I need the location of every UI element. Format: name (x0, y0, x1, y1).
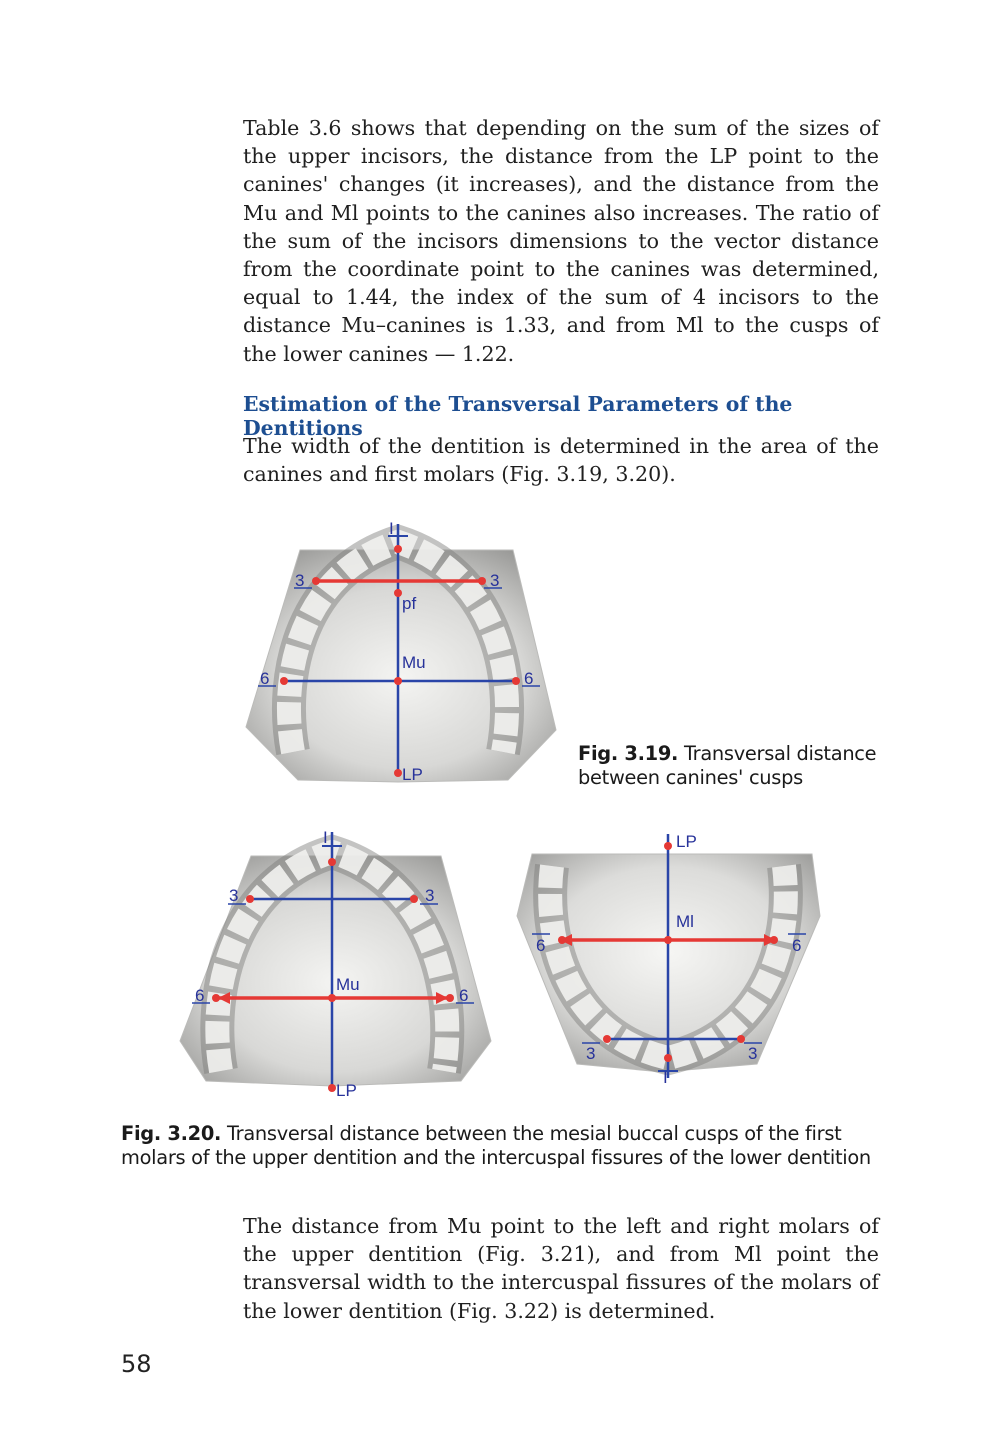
label-molar-right: 6 (524, 669, 534, 688)
label-molar-left: 6 (260, 669, 270, 688)
molar-right-point (512, 677, 520, 685)
label-canine-left: 3 (229, 886, 239, 905)
label-lp: LP (336, 1081, 357, 1100)
figure-3-19-upper-dentition (238, 512, 568, 792)
molar-left-point (280, 677, 288, 685)
molar-right-point (446, 994, 454, 1002)
label-molar-left: 6 (536, 936, 546, 955)
label-canine-right: 3 (425, 886, 435, 905)
label-mu: Mu (336, 975, 360, 994)
section-heading: Estimation of the Transversal Parameters of the Dentitions (243, 392, 793, 440)
label-mu: Mu (402, 653, 426, 672)
label-lp: LP (402, 765, 423, 784)
label-canine-right: 3 (748, 1044, 758, 1063)
incisor-point (394, 545, 402, 553)
label-lp: LP (676, 832, 697, 851)
label-canine-left: 3 (295, 571, 305, 590)
intro-paragraph: Table 3.6 shows that depending on the sum of the sizes of the upper incisors, the distance from the LP point to the canines' changes (it increases), and the distance from the Mu and Ml points to the canines also increases. The ratio of the sum of the incisors dimensions to the vector distance from the coordinate point to the canines was determined, equal to 1.44, the index of the sum of 4 incisors to the distance Mu–canines is 1.33, and from Ml to the cusps of the lower canines — 1.22. (243, 116, 879, 366)
width-paragraph: The width of the dentition is determined in the area of the canines and first molars (Fig. 3.19, 3.20). (243, 434, 879, 487)
canine-right-point (737, 1035, 745, 1043)
incisor-point (328, 858, 336, 866)
label-incisor: I (323, 828, 328, 847)
label-molar-left: 6 (195, 986, 205, 1005)
canine-right-point (478, 577, 486, 585)
label-molar-right: 6 (792, 936, 802, 955)
figure-3-20-text: Transversal distance between the mesial buccal cusps of the first molars of the upper dentition and the intercuspal fissures of the lower dentition (121, 1122, 871, 1169)
figure-3-19-caption (578, 742, 888, 789)
canine-left-point (246, 895, 254, 903)
figure-3-20-upper-dentition (176, 826, 496, 1101)
molar-distance-paragraph: The distance from Mu point to the left and right molars of the upper dentition (Fig. 3.21), and from Ml point the transversal width to the intercuspal fissures of the molars of the lower dentition (Fig. 3.22) is determined. (243, 1214, 879, 1323)
figure-3-20-label: Fig. 3.20. (121, 1122, 222, 1145)
mu-point (394, 677, 402, 685)
figure-3-19-label: Fig. 3.19. (578, 742, 679, 765)
molar-left-point (558, 936, 566, 944)
canine-left-point (603, 1035, 611, 1043)
label-incisor: I (663, 1068, 668, 1086)
incisor-point (664, 1054, 672, 1062)
figure-3-20-caption (121, 1122, 881, 1169)
lp-point (664, 842, 672, 850)
lp-point (328, 1084, 336, 1092)
canine-left-point (312, 577, 320, 585)
molar-left-point (212, 994, 220, 1002)
label-pf: pf (402, 594, 417, 613)
label-ml: Ml (676, 912, 694, 931)
label-canine-right: 3 (490, 571, 500, 590)
canine-right-point (410, 895, 418, 903)
mu-point (328, 994, 336, 1002)
ml-point (664, 936, 672, 944)
label-incisor: I (389, 519, 394, 538)
figure-3-20-lower-dentition (512, 826, 822, 1086)
label-molar-right: 6 (459, 986, 469, 1005)
pf-point (394, 589, 402, 597)
label-canine-left: 3 (586, 1044, 596, 1063)
page-number: 58 (121, 1350, 152, 1378)
molar-right-point (770, 936, 778, 944)
figure-3-19-text: Transversal distance between canines' cusps (578, 742, 877, 789)
lp-point (394, 769, 402, 777)
